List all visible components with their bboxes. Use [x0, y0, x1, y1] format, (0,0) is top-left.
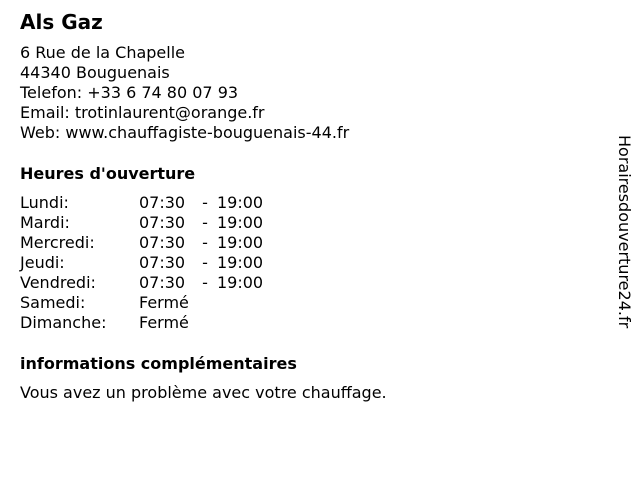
open-time: 07:30 [139, 213, 186, 232]
day-label: Samedi: [20, 293, 86, 312]
time-separator: - [202, 253, 208, 272]
close-time: 19:00 [217, 273, 264, 292]
day-label: Dimanche: [20, 313, 107, 332]
day-label: Mercredi: [20, 233, 95, 252]
phone-number[interactable]: +33 6 74 80 07 93 [87, 83, 239, 102]
day-label: Jeudi: [20, 253, 65, 272]
contact-block [20, 43, 349, 143]
day-label: Vendredi: [20, 273, 96, 292]
web-label: Web: [20, 123, 61, 142]
open-time: 07:30 [139, 233, 186, 252]
phone-line [20, 83, 349, 103]
hours-row [20, 313, 263, 333]
hours-row [20, 213, 263, 233]
day-label: Mardi: [20, 213, 70, 232]
opening-hours-heading: Heures d'ouverture [20, 164, 196, 183]
day-label: Lundi: [20, 193, 69, 212]
closed-label: Fermé [139, 313, 189, 332]
web-line [20, 123, 349, 143]
hours-row [20, 273, 263, 293]
hours-row [20, 233, 263, 253]
email-line [20, 103, 349, 123]
additional-info-text: Vous avez un problème avec votre chauffage. [20, 383, 387, 402]
open-time: 07:30 [139, 193, 186, 212]
email-label: Email: [20, 103, 70, 122]
email-address[interactable]: trotinlaurent@orange.fr [74, 103, 265, 122]
time-separator: - [202, 193, 208, 212]
business-name: Als Gaz [20, 10, 103, 34]
open-time: 07:30 [139, 273, 186, 292]
phone-label: Telefon: [20, 83, 83, 102]
closed-label: Fermé [139, 293, 189, 312]
website-link[interactable]: www.chauffagiste-bouguenais-44.fr [65, 123, 350, 142]
close-time: 19:00 [217, 213, 264, 232]
open-time: 07:30 [139, 253, 186, 272]
close-time: 19:00 [217, 233, 264, 252]
hours-row [20, 293, 263, 313]
close-time: 19:00 [217, 253, 264, 272]
opening-hours-table [20, 193, 263, 333]
hours-row [20, 193, 263, 213]
city: 44340 Bouguenais [20, 63, 170, 82]
additional-info-heading: informations complémentaires [20, 354, 297, 373]
close-time: 19:00 [217, 193, 264, 212]
street-address: 6 Rue de la Chapelle [20, 43, 186, 62]
time-separator: - [202, 233, 208, 252]
hours-row [20, 253, 263, 273]
brand-watermark: Horairesdouverture24.fr [615, 135, 634, 329]
time-separator: - [202, 213, 208, 232]
time-separator: - [202, 273, 208, 292]
